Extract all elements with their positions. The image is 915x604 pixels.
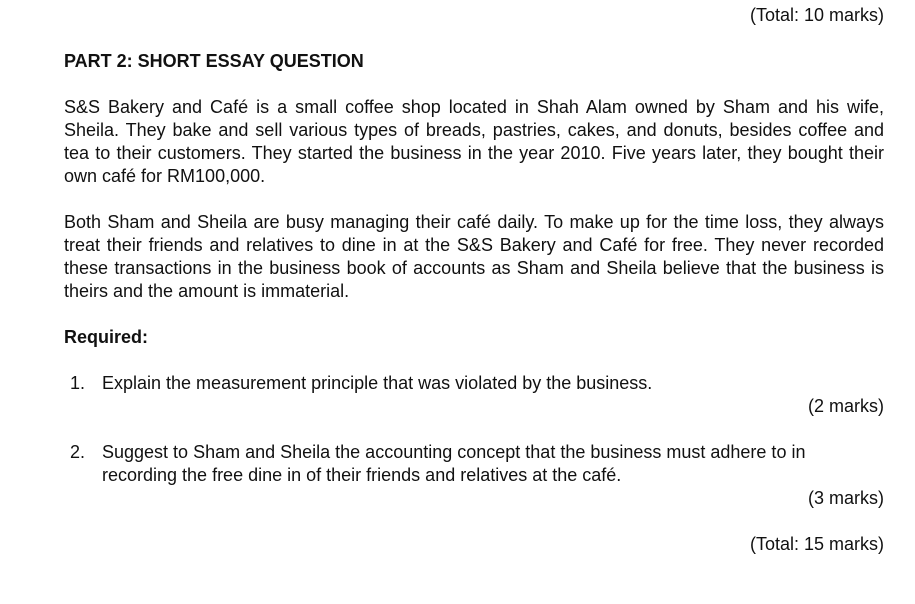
question-number: 1. (70, 373, 86, 393)
question-number: 2. (70, 442, 86, 462)
question-2-marks: (3 marks) (808, 488, 884, 508)
required-label: Required: (64, 327, 149, 347)
part-total: (Total: 15 marks) (749, 534, 884, 554)
case-paragraph-2: Both Sham and Sheila are busy managing their café daily. To make up for the time loss, they always treat their friends and relatives to dine in at the S&S Bakery and Café for free. They never recorded these transactions in the business book of accounts as Sham and Sheila believe that the business is theirs and the amount is immaterial. (64, 212, 884, 301)
question-1-marks: (2 marks) (808, 396, 884, 416)
question-1 (70, 372, 883, 395)
case-paragraph-1: S&S Bakery and Café is a small coffee shop located in Shah Alam owned by Sham and his wife, Sheila. They bake and sell various types of breads, pastries, cakes, and donuts, besides coffee and tea to their customers. They started the business in the year 2010. Five years later, they bought their own café for RM100,000. (64, 97, 884, 186)
section-title: PART 2: SHORT ESSAY QUESTION (64, 51, 364, 71)
question-text: Explain the measurement principle that was violated by the business. (102, 373, 653, 393)
question-text: Suggest to Sham and Sheila the accounting concept that the business must adhere to in recording the free dine in of their friends and relatives at the café. (102, 442, 806, 485)
question-2 (70, 441, 883, 487)
previous-part-total: (Total: 10 marks) (749, 5, 884, 25)
